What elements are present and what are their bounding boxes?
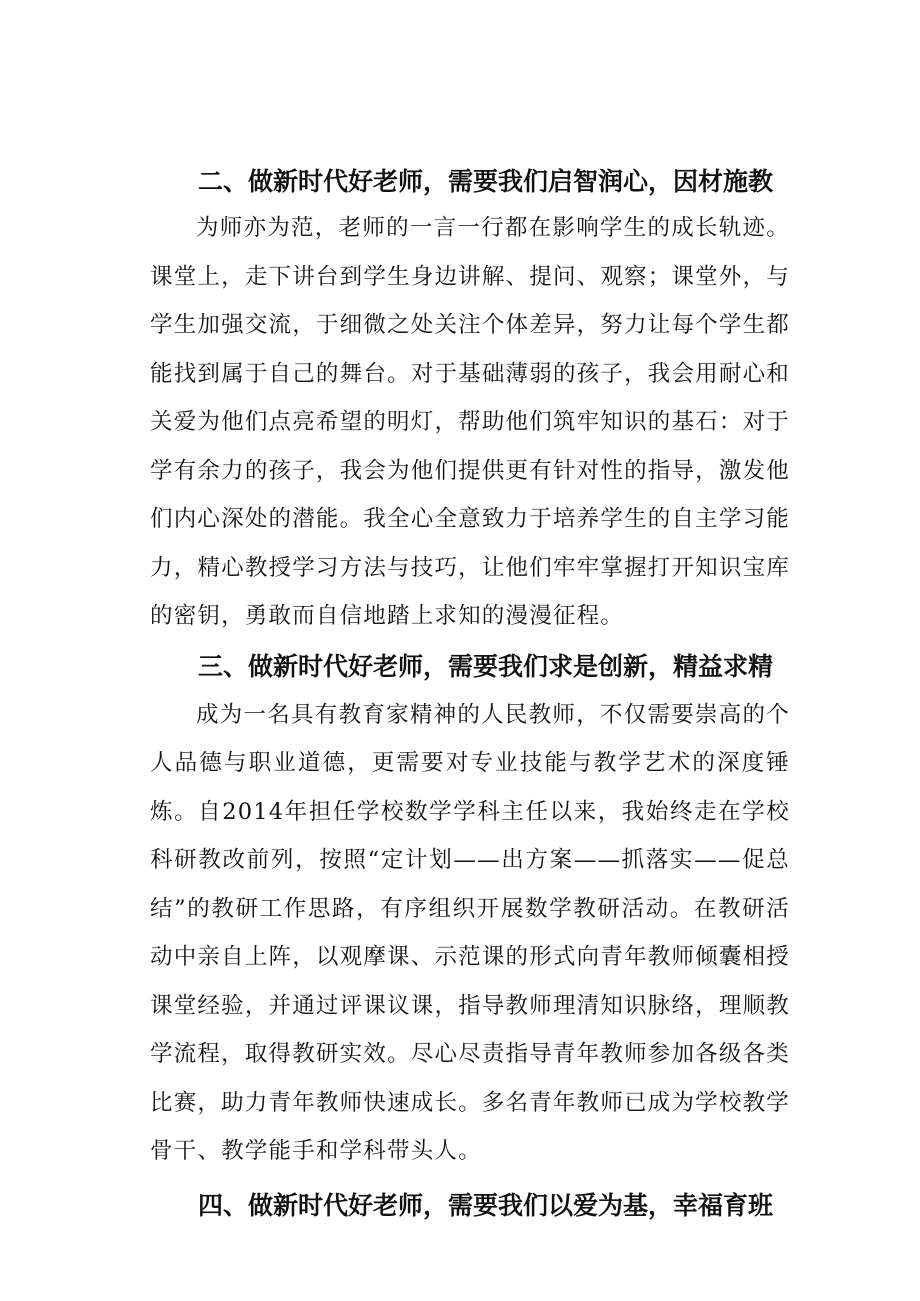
section-heading-3: 三、做新时代好老师，需要我们求是创新，精益求精 bbox=[198, 651, 774, 681]
section-heading-2: 二、做新时代好老师，需要我们启智润心，因材施教 bbox=[198, 167, 774, 196]
document-page bbox=[150, 160, 790, 1228]
section-paragraph-2: 为师亦为范，老师的一言一行都在影响学生的成长轨迹。课堂上，走下讲台到学生身边讲解、提问、观察；课堂外，与学生加强交流，于细微之处关注个体差异，努力让每个学生都能找到属于自己的舞台。对于基础薄弱的孩子，我会用耐心和关爱为他们点亮希望的明灯，帮助他们筑牢知识的基石：对于学有余力的孩子，我会为他们提供更有针对性的指导，激发他们内心深处的潜能。我全心全意致力于培养学生的自主学习能力，精心教授学习方法与技巧，让他们牢牢掌握打开知识宝库的密钥，勇敢而自信地踏上求知的漫漫征程。 bbox=[150, 215, 790, 629]
section-paragraph-3: 成为一名具有教育家精神的人民教师，不仅需要崇高的个人品德与职业道德，更需要对专业技能与教学艺术的深度锤炼。自2014年担任学校数学学科主任以来，我始终走在学校科研教改前列，按照“定计划——出方案——抓落实——促总结”的教研工作思路，有序组织开展数学教研活动。在教研活动中亲自上阵，以观摩课、示范课的形式向青年教师倾囊相授课堂经验，并通过评课议课，指导教师理清知识脉络，理顺教学流程，取得教研实效。尽心尽责指导青年教师参加各级各类比赛，助力青年教师快速成长。多名青年教师已成为学校教学骨干、教学能手和学科带头人。 bbox=[150, 701, 790, 1164]
section-heading-4: 四、做新时代好老师，需要我们以爱为基，幸福育班 bbox=[198, 1190, 774, 1220]
